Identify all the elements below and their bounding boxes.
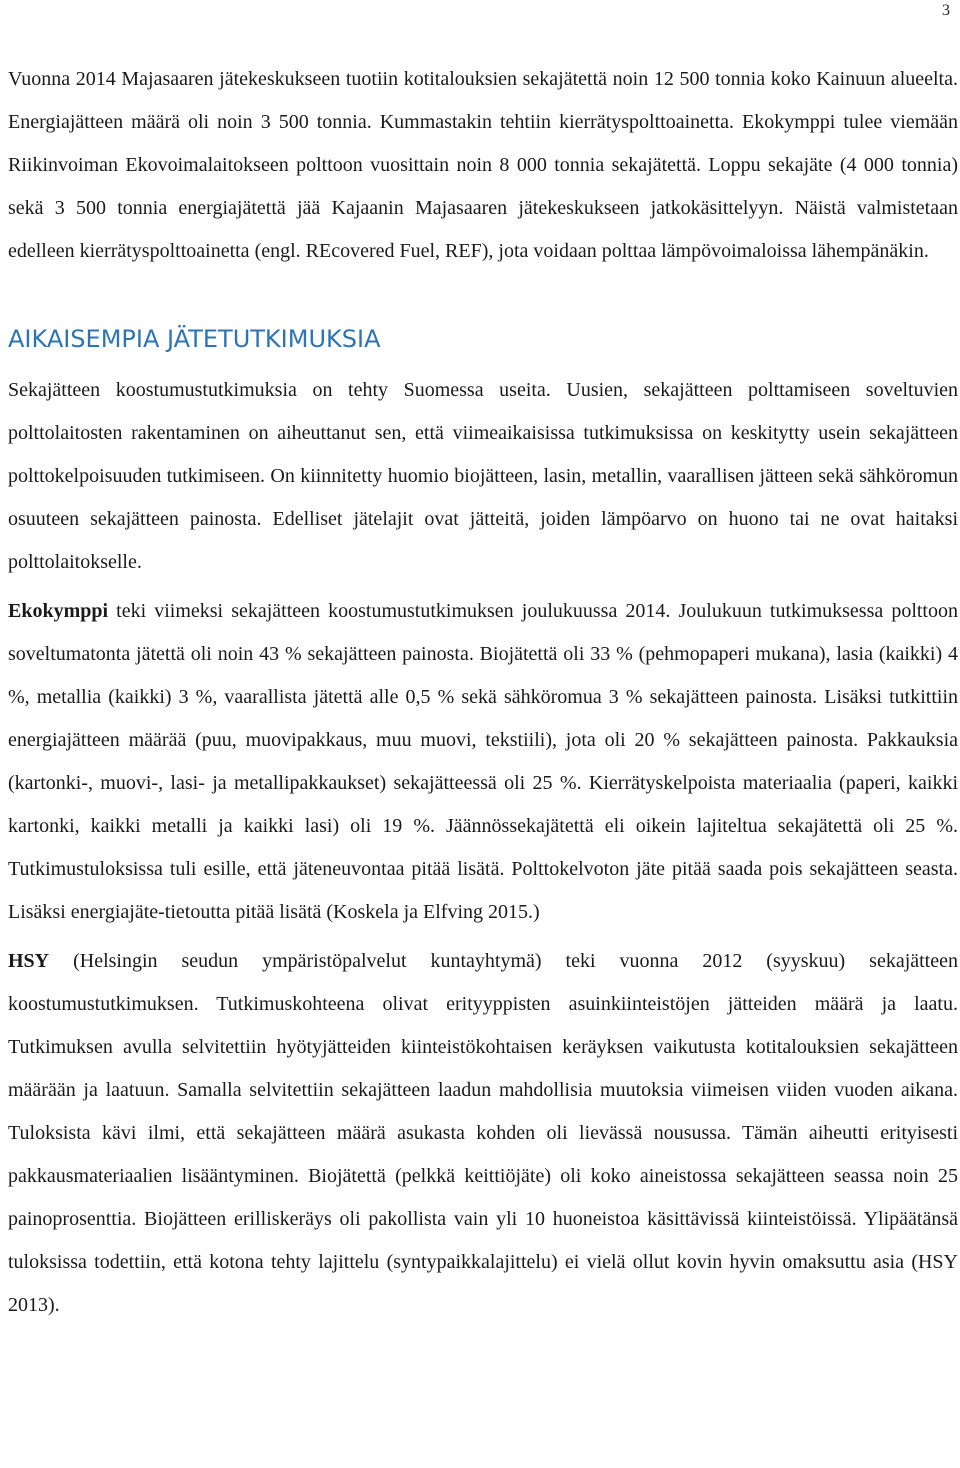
section-heading: AIKAISEMPIA JÄTETUTKIMUKSIA [8,325,381,353]
earlier-studies-paragraph: Sekajätteen koostumustutkimuksia on tehty Suomessa useita. Uusien, sekajätteen polttamiseen soveltuvien polttolaitosten rakentaminen on aiheuttanut sen, että viimeaikaisissa tutkimuksissa on keskitytty usein sekajätteen polttokelpoisuuden tutkimiseen. On kiinnitetty huomio biojätteen, lasin, metallin, vaarallisen jätteen sekä sähköromun osuuteen sekajätteen painosta. Edelliset jätelajit ovat jätteitä, joiden lämpöarvo on huono tai ne ovat haitaksi polttolaitokselle. [8,379,958,573]
intro-paragraph: Vuonna 2014 Majasaaren jätekeskukseen tuotiin kotitalouksien sekajätettä noin 12 500 tonnia koko Kainuun alueelta. Energiajätteen määrä oli noin 3 500 tonnia. Kummastakin tehtiin kierrätyspolttoainetta. Ekokymppi tulee viemään Riikinvoiman Ekovoimalaitokseen polttoon vuosittain noin 8 000 tonnia sekajätettä. Loppu sekajäte (4 000 tonnia) sekä 3 500 tonnia energiajätettä jää Kajaanin Majasaaren jätekeskukseen jatkokäsittelyyn. Näistä valmistetaan edelleen kierrätyspolttoainetta (engl. REcovered Fuel, REF), jota voidaan polttaa lämpövoimaloissa lähempänäkin. [8,68,958,262]
page-number: 3 [942,2,950,19]
hsy-paragraph [8,940,958,1327]
hsy-body: (Helsingin seudun ympäristöpalvelut kuntayhtymä) teki vuonna 2012 (syyskuu) sekajätteen koostumustutkimuksen. Tutkimuskohteena olivat erityyppisten asuinkiinteistöjen jätteiden määrä ja laatu. Tutkimuksen avulla selvitettiin hyötyjätteiden kiinteistökohtaisen keräyksen vaikutusta kotitalouksien sekajätteen määrään ja laatuun. Samalla selvitettiin sekajätteen laadun mahdollisia muutoksia viimeisen viiden vuoden aikana. Tuloksista kävi ilmi, että sekajätteen määrä asukasta kohden oli lievässä nousussa. Tämän aiheutti erityisesti pakkausmateriaalien lisääntyminen. Biojätettä (pelkkä keittiöjäte) oli koko aineistossa sekajätteen seassa noin 25 painoprosenttia. Biojätteen erilliskeräys oli pakollista vain yli 10 huoneistoa käsittävissä kiinteistöissä. Ylipäätänsä tuloksissa todettiin, että kotona tehty lajittelu (syntypaikkalajittelu) ei vielä ollut kovin hyvin omaksuttu asia (HSY 2013). [8,950,958,1316]
document-body [8,58,958,1327]
ekokymppi-paragraph [8,590,958,934]
ekokymppi-lead: Ekokymppi [8,600,109,622]
hsy-lead: HSY [8,950,50,972]
ekokymppi-body: teki viimeksi sekajätteen koostumustutkimuksen joulukuussa 2014. Joulukuun tutkimuksessa polttoon soveltumatonta jätettä oli noin 43 % sekajätteen painosta. Biojätettä oli 33 % (pehmopaperi mukana), lasia (kaikki) 4 %, metallia (kaikki) 3 %, vaarallista jätettä alle 0,5 % sekä sähköromua 3 % sekajätteen painosta. Lisäksi tutkittiin energiajätteen määrää (puu, muovipakkaus, muu muovi, tekstiili), jota oli 20 % sekajätteen painosta. Pakkauksia (kartonki-, muovi-, lasi- ja metallipakkaukset) sekajätteessä oli 25 %. Kierrätyskelpoista materiaalia (paperi, kaikki kartonki, kaikki metalli ja kaikki lasi) oli 19 %. Jäännössekajätettä eli oikein lajiteltua sekajätettä oli 25 %. Tutkimustuloksissa tuli esille, että jäteneuvontaa pitää lisätä. Polttokelvoton jäte pitää saada pois sekajätteen seasta. Lisäksi energiajäte-tietoutta pitää lisätä (Koskela ja Elfving 2015.) [8,600,958,923]
